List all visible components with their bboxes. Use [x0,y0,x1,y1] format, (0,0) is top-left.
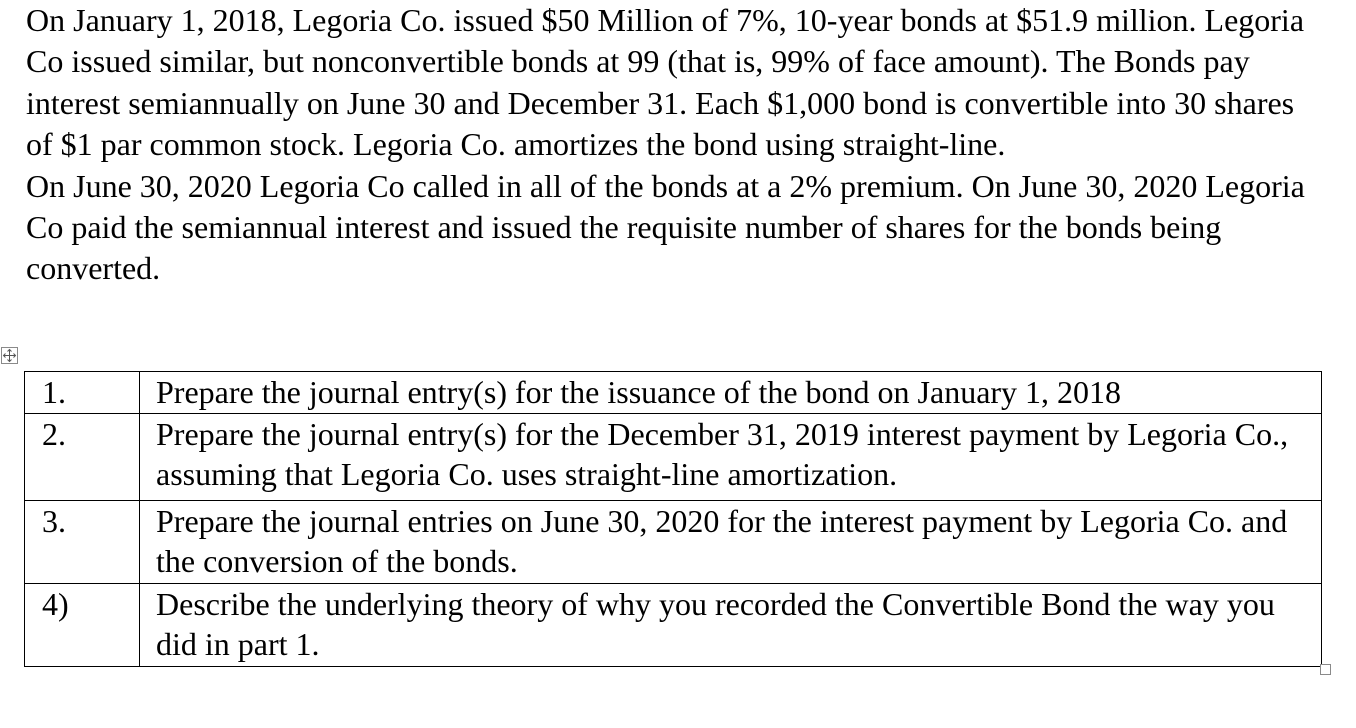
table-row [25,414,1322,501]
task-text: Prepare the journal entry(s) for the December 31, 2019 interest payment by Legoria Co., assuming that Legoria Co. uses straight-line amortization. [140,414,1322,501]
table-row [25,372,1322,414]
task-number: 3. [25,501,140,584]
problem-paragraph-1: On January 1, 2018, Legoria Co. issued $50 Million of 7%, 10-year bonds at $51.9 million. Legoria Co issued similar, but nonconvertible bonds at 99 (that is, 99% of face amount). The Bonds pay interest semiannually on June 30 and December 31. Each $1,000 bond is convertible into 30 shares of $1 par common stock. Legoria Co. amortizes the bond using straight-line. [26,2,1305,163]
task-text: Prepare the journal entries on June 30, 2020 for the interest payment by Legoria Co. and the conversion of the bonds. [140,501,1322,584]
task-text: Prepare the journal entry(s) for the issuance of the bond on January 1, 2018 [140,372,1322,414]
table-row [25,584,1322,667]
task-number: 1. [25,372,140,414]
problem-paragraph-2: On June 30, 2020 Legoria Co called in all of the bonds at a 2% premium. On June 30, 2020 Legoria Co paid the semiannual interest and issued the requisite number of shares for the bonds being converted. [26,167,1305,287]
table-row [25,501,1322,584]
table-resize-icon[interactable] [1320,664,1331,675]
task-number: 2. [25,414,140,501]
table-move-icon[interactable] [1,347,18,364]
tasks-table [24,371,1322,667]
task-number: 4) [25,584,140,667]
task-text: Describe the underlying theory of why you recorded the Convertible Bond the way you did in part 1. [140,584,1322,667]
document-body [26,0,1326,290]
